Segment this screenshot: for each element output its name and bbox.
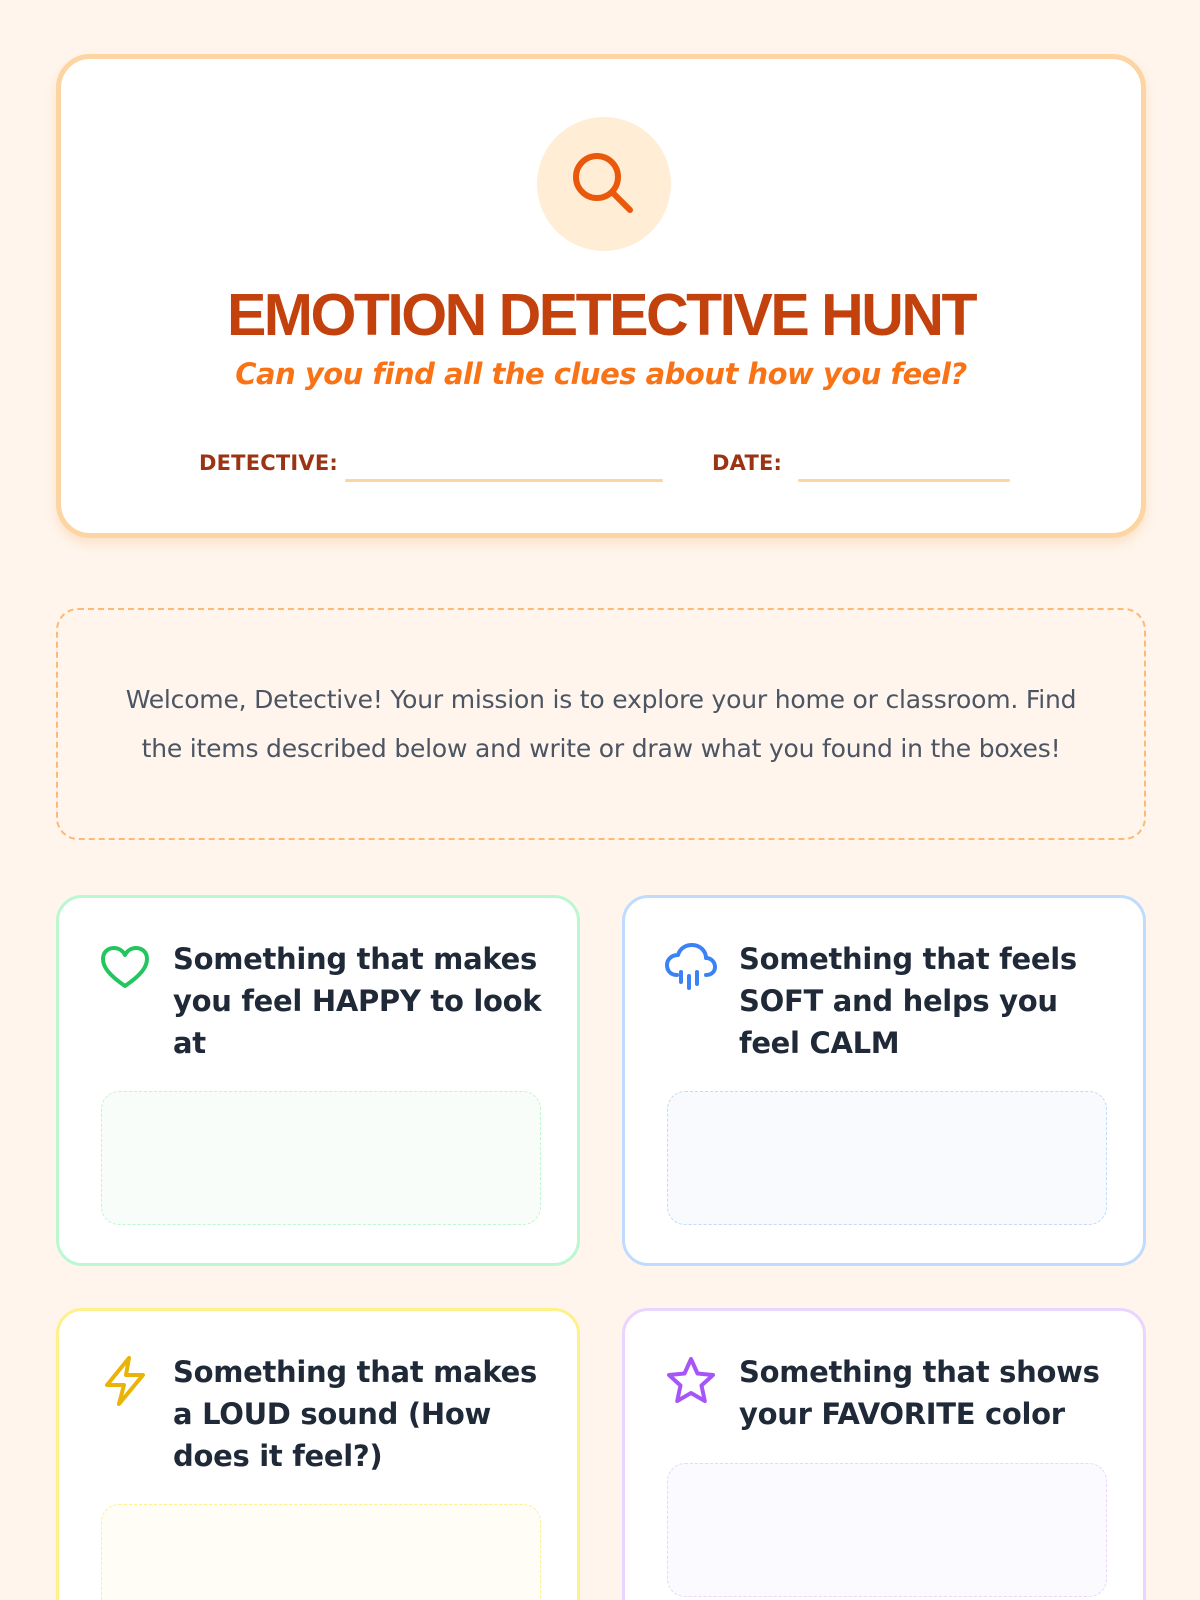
detective-label: DETECTIVE: xyxy=(199,451,338,475)
header-card xyxy=(56,54,1146,538)
heart-icon xyxy=(99,942,151,994)
answer-box[interactable] xyxy=(667,1091,1107,1225)
clue-card-calm xyxy=(622,895,1146,1266)
magnifying-glass-icon xyxy=(567,147,641,221)
clue-card-favorite xyxy=(622,1308,1146,1600)
page-subtitle: Can you find all the clues about how you feel? xyxy=(235,357,967,391)
clue-text: Something that feels SOFT and helps you feel CALM xyxy=(739,942,1077,1060)
clue-text: Something that shows your FAVORITE color xyxy=(739,1355,1100,1431)
answer-box[interactable] xyxy=(101,1091,541,1225)
clue-text: Something that makes a LOUD sound (How does it feel?) xyxy=(173,1355,537,1473)
clue-card-loud xyxy=(56,1308,580,1600)
mission-text: Welcome, Detective! Your mission is to explore your home or classroom. Find the items described below and write or draw what you found in the boxes! xyxy=(125,685,1077,763)
mission-intro xyxy=(56,608,1146,840)
logo-badge xyxy=(537,117,671,251)
date-label: DATE: xyxy=(712,451,783,475)
date-line[interactable] xyxy=(798,479,1010,482)
detective-name-line[interactable] xyxy=(345,479,663,482)
star-icon xyxy=(665,1355,717,1407)
answer-box[interactable] xyxy=(667,1463,1107,1597)
lightning-icon xyxy=(99,1355,151,1407)
cloud-rain-icon xyxy=(665,942,717,994)
answer-box[interactable] xyxy=(101,1504,541,1600)
clue-text: Something that makes you feel HAPPY to look at xyxy=(173,942,542,1060)
page-title: EMOTION DETECTIVE HUNT xyxy=(226,282,976,348)
clue-card-happy xyxy=(56,895,580,1266)
